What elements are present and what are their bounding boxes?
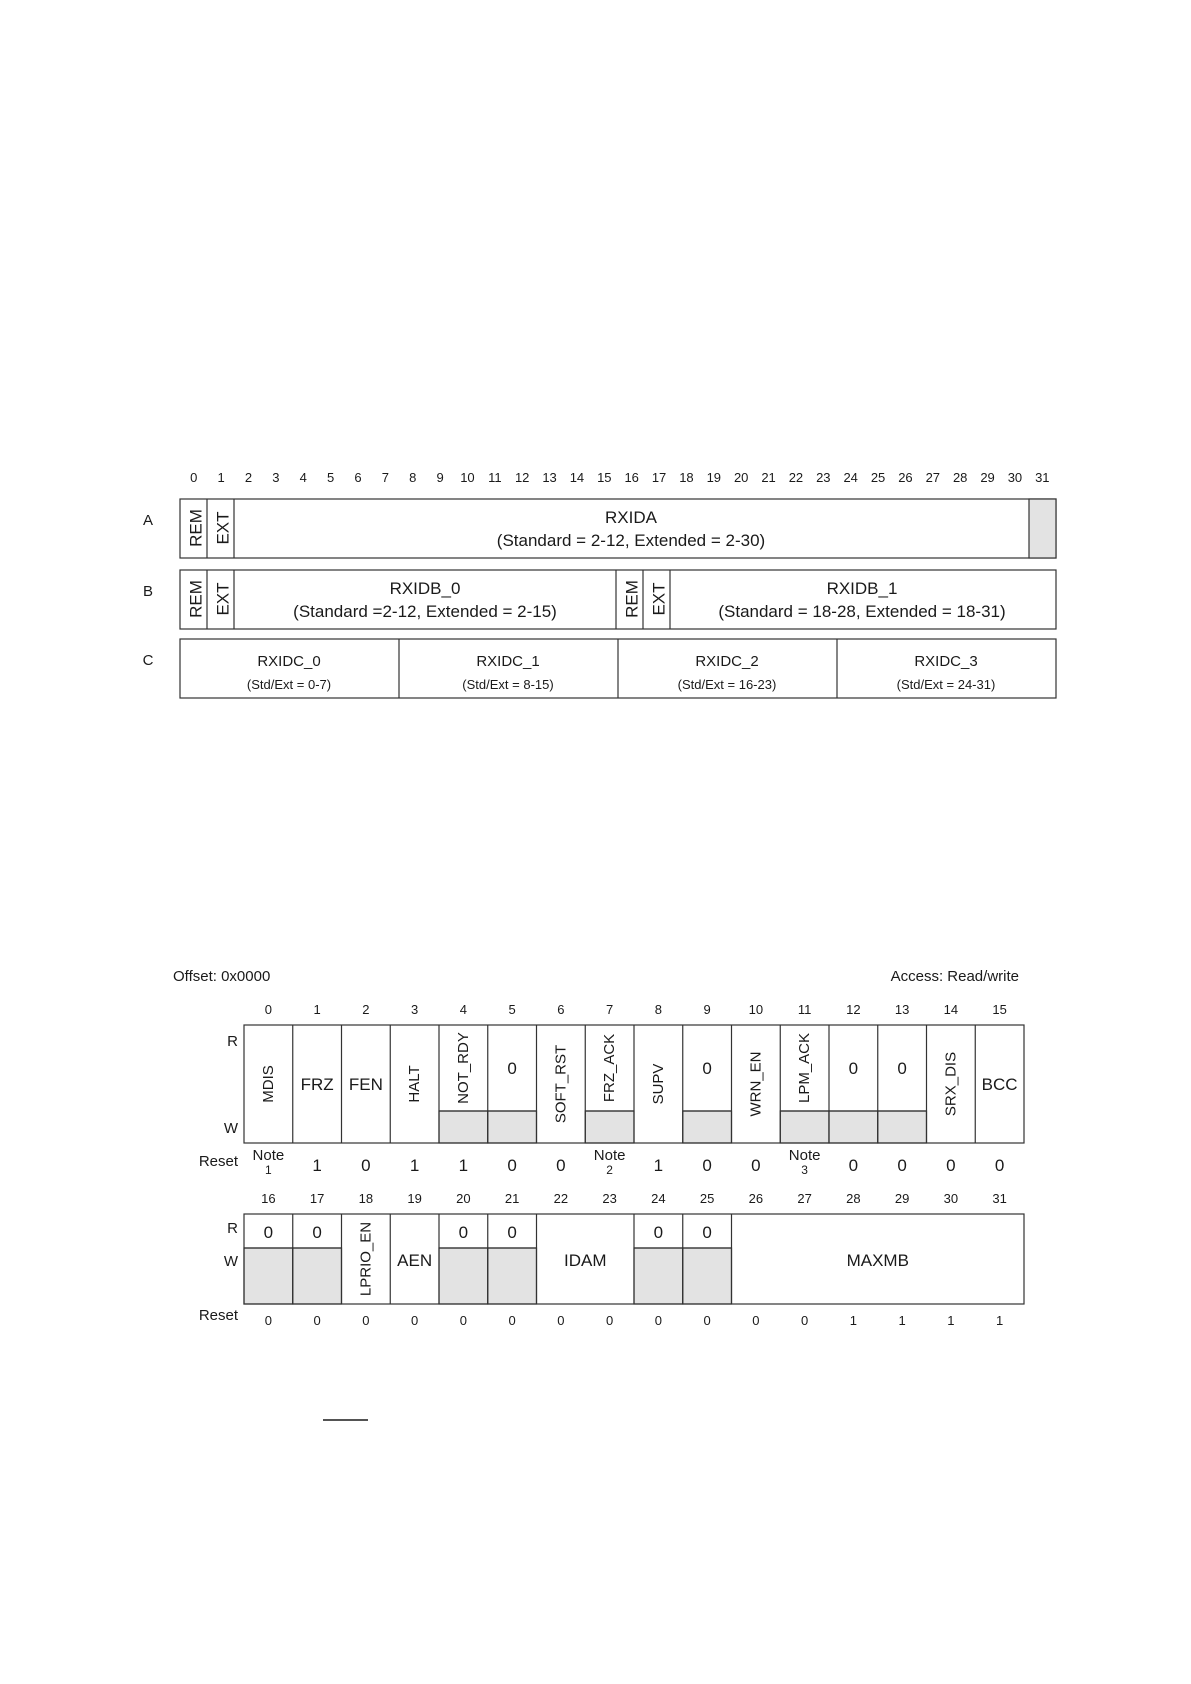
row-c-title-0: RXIDC_0 <box>257 653 321 670</box>
reset-value: 0 <box>556 1156 566 1175</box>
bit-number: 5 <box>326 470 335 485</box>
bit-number: 15 <box>597 470 612 485</box>
reset-value: 0 <box>606 1313 614 1328</box>
field-mdis: MDIS <box>259 1065 277 1103</box>
bit-number: 31 <box>1035 470 1050 485</box>
reset-value: 0 <box>507 1156 517 1175</box>
bit-number: 21 <box>504 1191 520 1206</box>
bit-number: 7 <box>381 470 389 485</box>
row-a-subtitle: (Standard = 2-12, Extended = 2-30) <box>496 531 766 550</box>
reset-value: 0 <box>751 1156 761 1175</box>
bit-number: 4 <box>459 1002 467 1017</box>
reset-value: 1 <box>409 1156 420 1175</box>
row-label-b: B <box>142 583 154 600</box>
read-label-top: R <box>227 1033 238 1050</box>
bit-number: 8 <box>654 1002 662 1017</box>
id-format-table <box>143 470 1056 698</box>
field-lprio-en: LPRIO_EN <box>357 1221 375 1297</box>
read-only-write-area <box>488 1111 537 1143</box>
field-idam: IDAM <box>564 1251 607 1270</box>
bit-number: 1 <box>313 1002 321 1017</box>
row-b <box>180 570 1056 629</box>
reset-value: 0 <box>411 1313 419 1328</box>
bit-number: 28 <box>952 470 968 485</box>
read-only-write-area <box>829 1111 878 1143</box>
bit-number: 3 <box>272 470 280 485</box>
write-label-top: W <box>223 1120 238 1137</box>
row-a-title: RXIDA <box>605 508 657 527</box>
field-bcc: BCC <box>981 1075 1018 1094</box>
bit-number: 24 <box>843 470 858 485</box>
bit-number: 7 <box>606 1002 614 1017</box>
row-b-subtitle-0: (Standard =2-12, Extended = 2-15) <box>293 602 557 621</box>
bit-number: 22 <box>553 1191 569 1206</box>
reset-value: 0 <box>994 1156 1005 1175</box>
bit-number: 27 <box>797 1191 812 1206</box>
read-label-bottom: R <box>227 1220 238 1237</box>
read-only-write-area <box>244 1248 293 1304</box>
field-soft-rst: SOFT_RST <box>552 1044 570 1124</box>
reset-value: 0 <box>313 1313 321 1328</box>
field-fen: FEN <box>348 1075 383 1094</box>
row-label-a: A <box>142 512 154 529</box>
field-reserved-zero: 0 <box>312 1223 322 1242</box>
write-label-bottom: W <box>223 1253 238 1270</box>
reset-note-number: 3 <box>801 1163 808 1177</box>
bit-number: 31 <box>992 1191 1007 1206</box>
bit-number: 8 <box>409 470 417 485</box>
field-supv: SUPV <box>649 1063 667 1105</box>
reset-value: 0 <box>752 1313 760 1328</box>
reset-value: 0 <box>557 1313 565 1328</box>
row-c <box>180 639 1056 698</box>
field-reserved-zero: 0 <box>263 1223 274 1242</box>
read-only-write-area <box>488 1248 537 1304</box>
bit-number: 14 <box>569 470 585 485</box>
bit-number: 0 <box>190 470 198 485</box>
reset-value: 0 <box>264 1313 272 1328</box>
bit-number: 0 <box>264 1002 272 1017</box>
reset-value: 0 <box>702 1156 712 1175</box>
bit-number: 6 <box>557 1002 565 1017</box>
register-mcr <box>173 968 1024 1328</box>
read-only-write-area <box>683 1248 732 1304</box>
reset-value: 1 <box>458 1156 469 1175</box>
field-reserved-zero: 0 <box>507 1059 517 1078</box>
bit-number: 3 <box>411 1002 419 1017</box>
field-reserved-zero: 0 <box>897 1059 907 1078</box>
field-reserved-zero: 0 <box>702 1059 712 1078</box>
read-only-write-area <box>439 1111 488 1143</box>
field-reserved-zero: 0 <box>507 1223 517 1242</box>
row-c-title-1: RXIDC_1 <box>476 653 540 670</box>
read-only-write-area <box>780 1111 829 1143</box>
row-c-subtitle-0: (Std/Ext = 0-7) <box>246 677 332 692</box>
bit-number: 11 <box>797 1002 812 1017</box>
bit-number: 12 <box>514 470 530 485</box>
bit-number: 19 <box>407 1191 422 1206</box>
reset-note: Note <box>593 1147 626 1164</box>
bit-number: 20 <box>456 1191 471 1206</box>
field-frz-ack: FRZ_ACK <box>601 1033 619 1103</box>
row-b-subtitle-1: (Standard = 18-28, Extended = 18-31) <box>718 602 1006 621</box>
bit-number: 17 <box>651 470 667 485</box>
reset-note: Note <box>788 1147 821 1164</box>
row-c-title-2: RXIDC_2 <box>695 653 759 670</box>
bit-number: 18 <box>358 1191 374 1206</box>
bit-number: 30 <box>943 1191 959 1206</box>
reset-value: 0 <box>361 1156 371 1175</box>
register-access: Access: Read/write <box>890 968 1019 985</box>
bit-number: 24 <box>651 1191 666 1206</box>
row-a <box>180 499 1056 558</box>
bit-number: 9 <box>703 1002 711 1017</box>
bit-number: 29 <box>980 470 995 485</box>
bit-number: 2 <box>362 1002 370 1017</box>
row-b-ext-0: EXT <box>213 582 233 616</box>
row-b-ext-1: EXT <box>649 582 669 616</box>
row-c-title-3: RXIDC_3 <box>914 653 978 670</box>
bit-number: 20 <box>733 470 749 485</box>
field-reserved-zero: 0 <box>848 1059 859 1078</box>
row-a-ext: EXT <box>213 511 233 545</box>
field-frz: FRZ <box>300 1075 334 1094</box>
reset-label-top: Reset <box>198 1153 238 1170</box>
reset-note: Note <box>252 1147 285 1164</box>
reset-value: 1 <box>849 1313 857 1328</box>
field-maxmb: MAXMB <box>846 1251 909 1270</box>
bit-number: 11 <box>488 470 502 485</box>
reset-note-number: 2 <box>606 1163 613 1177</box>
read-only-write-area <box>585 1111 634 1143</box>
bit-number: 2 <box>244 470 253 485</box>
bit-number: 15 <box>992 1002 1007 1017</box>
field-aen: AEN <box>397 1251 433 1270</box>
field-wrn-en: WRN_EN <box>747 1051 765 1117</box>
id-format-bit-numbers <box>190 470 1049 485</box>
bit-number: 29 <box>894 1191 910 1206</box>
row-c-subtitle-3: (Std/Ext = 24-31) <box>896 677 996 692</box>
bit-number: 22 <box>788 470 804 485</box>
reset-value: 0 <box>459 1313 467 1328</box>
reset-value: 1 <box>898 1313 906 1328</box>
read-only-write-area <box>634 1248 683 1304</box>
bit-number: 23 <box>602 1191 617 1206</box>
bit-number: 9 <box>436 470 444 485</box>
bit-number: 17 <box>309 1191 325 1206</box>
read-only-write-area <box>439 1248 488 1304</box>
register-bits-0-15 <box>244 1002 1024 1177</box>
bit-number: 30 <box>1007 470 1023 485</box>
bit-number: 13 <box>542 470 557 485</box>
reset-value: 0 <box>848 1156 859 1175</box>
bit-number: 13 <box>894 1002 910 1017</box>
row-b-rem-1: REM <box>622 580 642 618</box>
bit-number: 12 <box>846 1002 861 1017</box>
row-b-rem-0: REM <box>186 580 206 618</box>
field-reserved-zero: 0 <box>702 1223 712 1242</box>
row-a-rem: REM <box>186 509 206 547</box>
bit-number: 16 <box>624 470 639 485</box>
bit-number: 18 <box>679 470 694 485</box>
row-c-subtitle-2: (Std/Ext = 16-23) <box>677 677 777 692</box>
reset-value: 1 <box>996 1313 1004 1328</box>
row-b-title-1: RXIDB_1 <box>826 579 898 598</box>
bit-number: 10 <box>748 1002 764 1017</box>
bit-number: 14 <box>943 1002 959 1017</box>
bit-number: 28 <box>846 1191 861 1206</box>
bit-number: 27 <box>925 470 941 485</box>
bit-number: 6 <box>354 470 362 485</box>
bit-number: 26 <box>748 1191 764 1206</box>
reset-value: 0 <box>897 1156 907 1175</box>
reset-value: 1 <box>653 1156 664 1175</box>
read-only-write-area <box>878 1111 927 1143</box>
read-only-write-area <box>293 1248 342 1304</box>
bit-number: 5 <box>508 1002 516 1017</box>
reset-value: 0 <box>801 1313 809 1328</box>
bit-number: 21 <box>761 470 776 485</box>
register-bits-16-31 <box>244 1191 1024 1328</box>
field-lpm-ack: LPM_ACK <box>796 1032 814 1104</box>
field-halt: HALT <box>406 1065 424 1103</box>
field-not-rdy: NOT_RDY <box>454 1032 472 1104</box>
row-c-subtitle-1: (Std/Ext = 8-15) <box>462 677 554 692</box>
reset-note-number: 1 <box>265 1163 272 1177</box>
reset-label-bottom: Reset <box>198 1307 238 1324</box>
bit-number: 1 <box>217 470 225 485</box>
field-srx-dis: SRX_DIS <box>942 1051 960 1117</box>
bit-number: 19 <box>706 470 722 485</box>
row-b-title-0: RXIDB_0 <box>389 579 461 598</box>
reset-value: 0 <box>654 1313 662 1328</box>
bit-number: 16 <box>261 1191 276 1206</box>
bit-number: 10 <box>460 470 475 485</box>
read-only-write-area <box>683 1111 732 1143</box>
register-offset: Offset: 0x0000 <box>173 968 271 985</box>
field-reserved-zero: 0 <box>653 1223 664 1242</box>
reset-value: 1 <box>312 1156 322 1175</box>
bit-number: 23 <box>816 470 831 485</box>
row-label-c: C <box>142 652 154 669</box>
reset-value: 0 <box>362 1313 370 1328</box>
reset-value: 0 <box>703 1313 711 1328</box>
reset-value: 0 <box>946 1156 956 1175</box>
bit-number: 4 <box>299 470 307 485</box>
bit-number: 25 <box>699 1191 715 1206</box>
bit-number: 26 <box>898 470 913 485</box>
row-a-reserved-bit <box>1029 499 1056 558</box>
field-reserved-zero: 0 <box>458 1223 469 1242</box>
reset-value: 1 <box>947 1313 955 1328</box>
reset-value: 0 <box>508 1313 516 1328</box>
bit-number: 25 <box>870 470 886 485</box>
